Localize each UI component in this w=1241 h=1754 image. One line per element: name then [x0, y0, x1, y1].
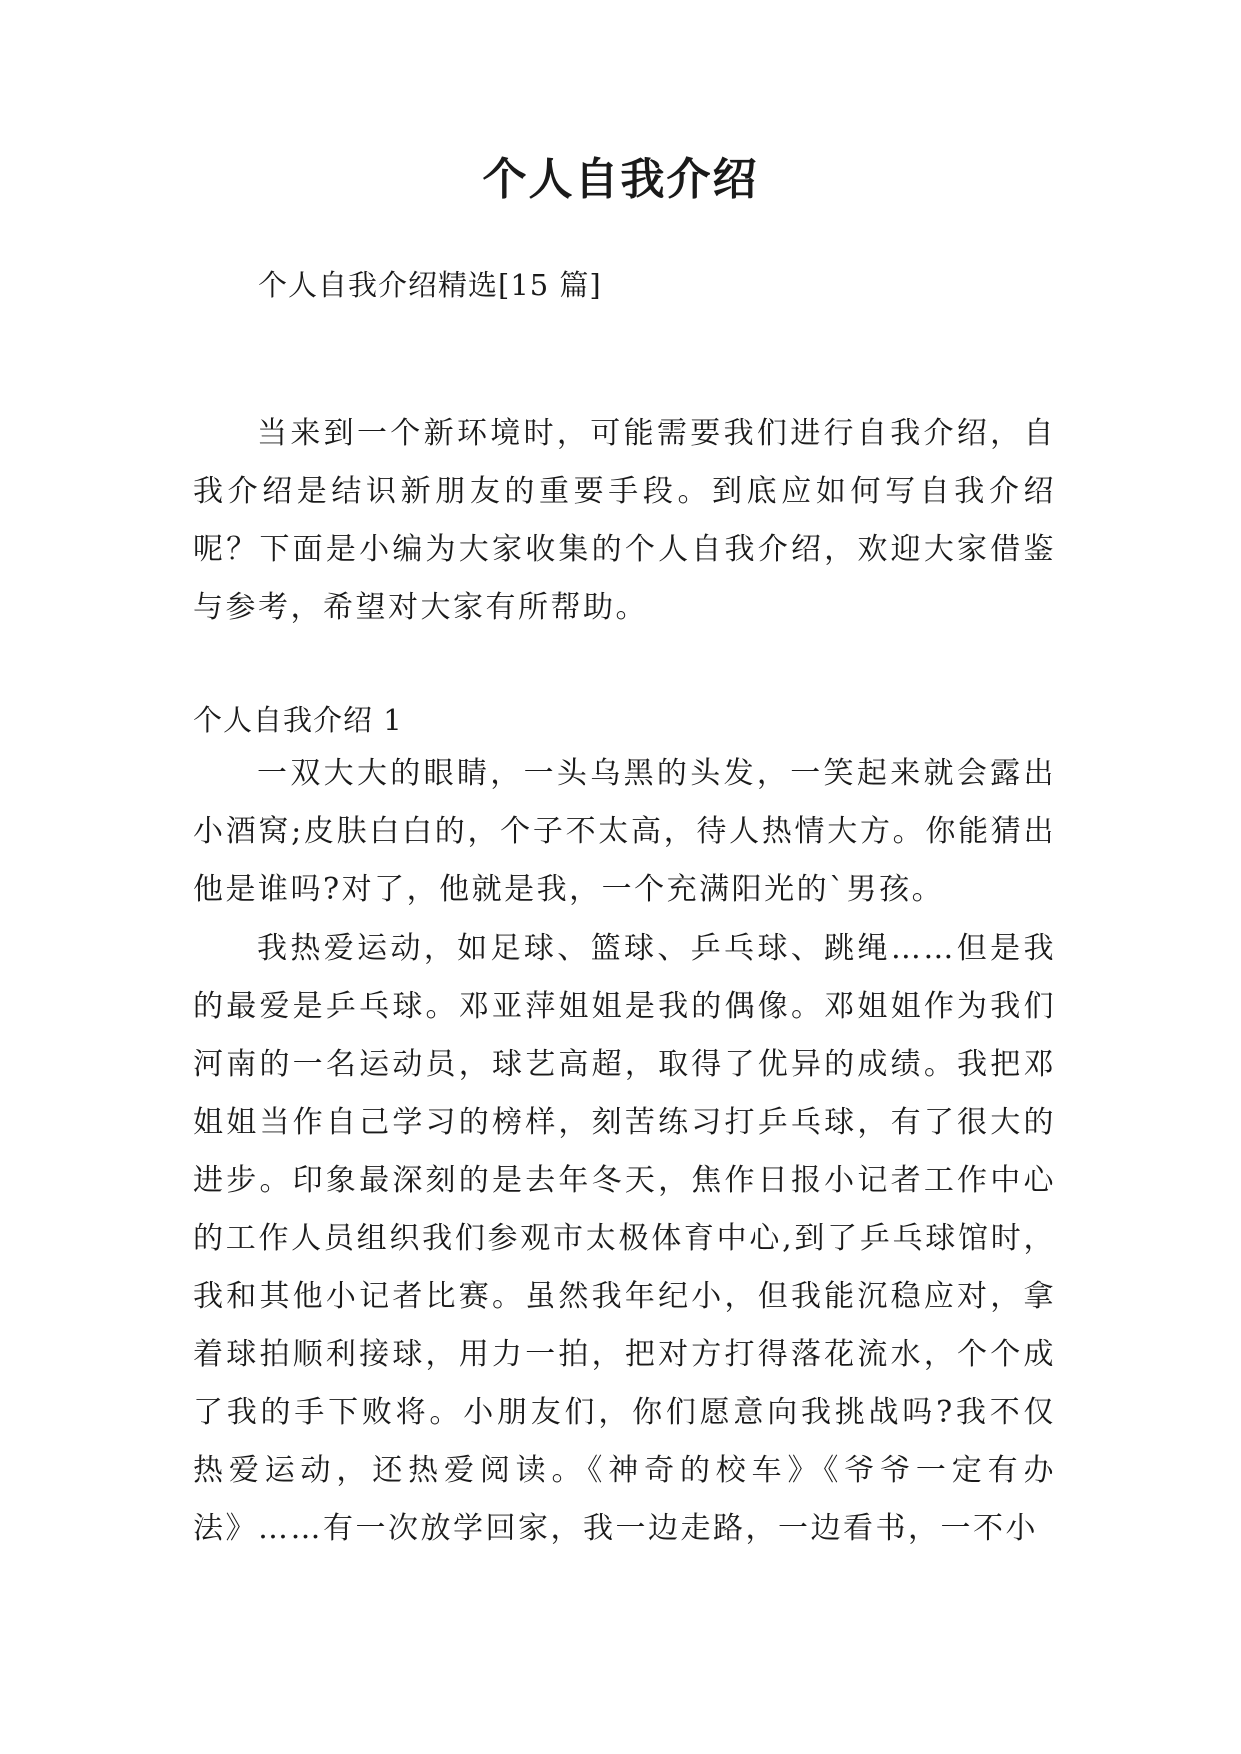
document-title: 个人自我介绍: [482, 154, 759, 205]
intro-paragraph: 当来到一个新环境时，可能需要我们进行自我介绍，自我介绍是结识新朋友的重要手段。到底应如何写自我介绍呢？下面是小编为大家收集的个人自我介绍，欢迎大家借鉴与参考，希望对大家有所帮助。: [193, 416, 1056, 625]
body-paragraph: 一双大大的眼睛，一头乌黑的头发，一笑起来就会露出小酒窝;皮肤白白的，个子不太高，待人热情大方。你能猜出他是谁吗?对了，他就是我，一个充满阳光的`男孩。: [193, 756, 1056, 907]
body-paragraph: 我热爱运动，如足球、篮球、乒乓球、跳绳……但是我的最爱是乒乓球。邓亚萍姐姐是我的偶像。邓姐姐作为我们河南的一名运动员，球艺高超，取得了优异的成绩。我把邓姐姐当作自己学习的榜样，刻苦练习打乒乓球，有了很大的进步。印象最深刻的是去年冬天，焦作日报小记者工作中心的工作人员组织我们参观市太极体育中心,到了乒乓球馆时，我和其他小记者比赛。虽然我年纪小，但我能沉稳应对，拿着球拍顺利接球，用力一拍，把对方打得落花流水，个个成了我的手下败将。小朋友们，你们愿意向我挑战吗?我不仅热爱运动，还热爱阅读。《神奇的校车》《爷爷一定有办法》……有一次放学回家，我一边走路，一边看书，一不小: [193, 931, 1056, 1546]
section-heading: 个人自我介绍 1: [193, 703, 403, 737]
document-subtitle: 个人自我介绍精选[15 篇]: [258, 268, 602, 302]
